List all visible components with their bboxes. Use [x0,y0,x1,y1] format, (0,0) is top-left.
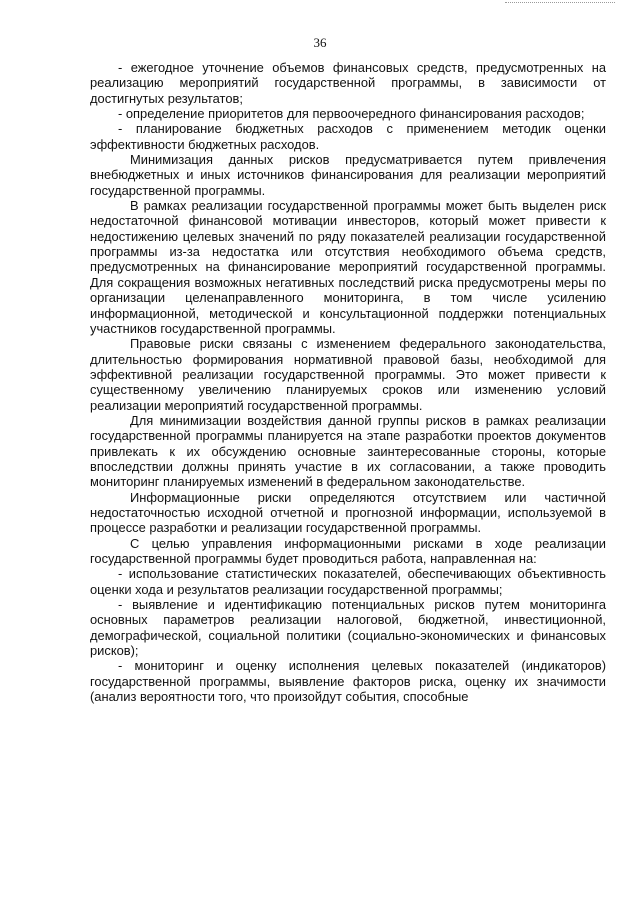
paragraph: - ежегодное уточнение объемов финансовых средств, предусмотренных на реализацию мероприятий государственной программы, в зависимости от достигнутых результатов; [90,60,606,106]
paragraph: С целью управления информационными рисками в ходе реализации государственной программы будет проводиться работа, направленная на: [90,535,606,566]
paragraph: - планирование бюджетных расходов с применением методик оценки эффективности бюджетных расходов. [90,121,606,152]
paragraph: - определение приоритетов для первоочередного финансирования расходов; [118,106,585,122]
paragraph: - мониторинг и оценку исполнения целевых показателей (индикаторов) государственной программы, выявление факторов риска, оценку их значимости (анализ вероятности того, что произойдут события, способные [90,658,606,705]
paragraph: Информационные риски определяются отсутствием или частичной недостаточностью исходной отчетной и прогнозной информации, используемой в процессе разработки и реализации государственной программы. [90,489,606,536]
page-number: 36 [313,35,327,50]
paragraph: Минимизация данных рисков предусматривается путем привлечения внебюджетных и иных источников финансирования для реализации мероприятий государственной программы. [90,152,606,198]
top-edge-mark [505,2,615,6]
paragraph: В рамках реализации государственной программы может быть выделен риск недостаточной финансовой мотивации инвесторов, который может привести к недостижению целевых значений по ряду показателей реализации государственной программы из-за недостатка или отсутствия необходимого объема средств, предусмотренных на финансирование мероприятий государственной программы. Для сокращения возможных негативных последствий риска предусмотрены меры по организации целенаправленного мониторинга, в том числе усилению информационной, методической и консультационной поддержки потенциальных участников государственной программы. [90,198,606,336]
paragraph: Правовые риски связаны с изменением федерального законодательства, длительностью формирования нормативной правовой базы, необходимой для эффективной реализации государственной программы. Это может привести к существенному увеличению планируемых сроков или изменению условий реализации мероприятий государственной программы. [90,336,606,413]
document-body [90,60,606,704]
paragraph: Для минимизации воздействия данной группы рисков в рамках реализации государственной программы планируется на этапе разработки проектов документов привлекать к их обсуждению основные заинтересованные стороны, которые впоследствии должны принять участие в их согласовании, а также проводить мониторинг планируемых изменений в федеральном законодательстве. [90,412,606,490]
paragraph: - выявление и идентификацию потенциальных рисков путем мониторинга основных параметров реализации налоговой, бюджетной, инвестиционной, демографической, социальной политики (социально-экономических и финансовых рисков); [90,597,606,659]
paragraph: - использование статистических показателей, обеспечивающих объективность оценки хода и результатов реализации государственной программы; [90,566,606,597]
